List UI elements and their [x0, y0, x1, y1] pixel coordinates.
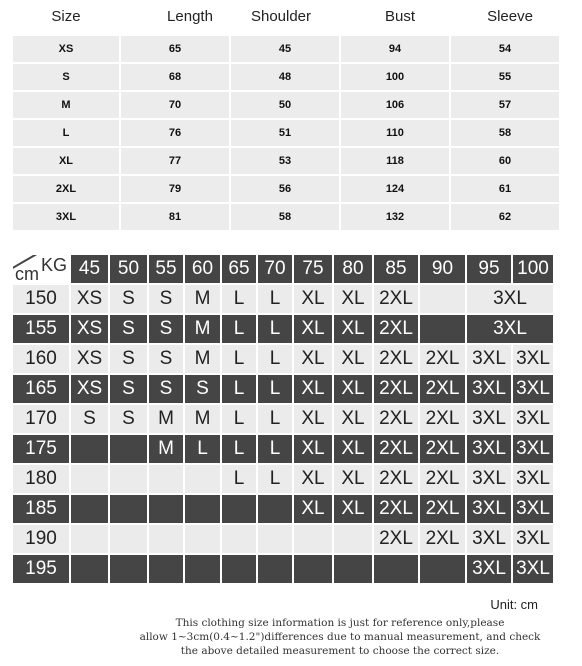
size-recommendation-cell: 3XL — [513, 525, 553, 553]
size-recommendation-cell: 2XL — [420, 525, 465, 553]
weight-header-cell: 70 — [258, 255, 292, 283]
size-recommendation-cell: 3XL — [513, 375, 553, 403]
size-recommendation-cell — [185, 465, 220, 493]
measurement-cell: 61 — [451, 176, 559, 202]
size-recommendation-cell: S — [110, 285, 147, 313]
size-recommendation-cell: 2XL — [374, 405, 418, 433]
size-recommendation-cell: L — [258, 285, 292, 313]
measurement-cell: 50 — [231, 92, 339, 118]
size-recommendation-cell: 3XL — [513, 465, 553, 493]
header-size: Size — [51, 8, 81, 25]
size-recommendation-cell: 3XL — [467, 435, 511, 463]
size-recommendation-cell — [222, 525, 256, 553]
note-line: the above detailed measurement to choose the correct size. — [180, 645, 500, 657]
measurement-cell: 81 — [121, 204, 229, 230]
size-recommendation-cell: XL — [334, 285, 372, 313]
size-recommendation-cell: 2XL — [374, 495, 418, 523]
size-recommendation-cell: XL — [294, 435, 332, 463]
size-recommendation-cell: 3XL — [467, 525, 511, 553]
height-label: 175 — [13, 435, 69, 463]
size-recommendation-cell: L — [222, 375, 256, 403]
height-label: 165 — [13, 375, 69, 403]
size-recommendation-cell — [334, 555, 372, 583]
height-row — [13, 525, 553, 553]
size-recommendation-cell — [420, 315, 465, 343]
height-row — [13, 435, 553, 463]
measurement-cell: 45 — [231, 36, 339, 62]
size-recommendation-cell: 3XL — [467, 315, 553, 343]
height-label: 160 — [13, 345, 69, 373]
size-recommendation-cell — [149, 525, 183, 553]
size-recommendation-cell: 2XL — [374, 525, 418, 553]
weight-header-cell: 95 — [467, 255, 511, 283]
size-recommendation-cell: 3XL — [513, 405, 553, 433]
size-recommendation-cell: S — [149, 315, 183, 343]
measurement-cell: 106 — [341, 92, 449, 118]
weight-header-cell: 85 — [374, 255, 418, 283]
measurement-cell: 118 — [341, 148, 449, 174]
size-recommendation-cell — [420, 285, 465, 313]
size-recommendation-cell: XS — [71, 315, 108, 343]
size-recommendation-cell: XL — [334, 405, 372, 433]
size-recommendation-cell: M — [149, 405, 183, 433]
size-recommendation-cell: L — [222, 285, 256, 313]
size-recommendation-cell — [149, 555, 183, 583]
note-line: allow 1~3cm(0.4~1.2")differences due to manual measurement, and check — [139, 631, 541, 643]
size-recommendation-cell: XL — [334, 345, 372, 373]
size-recommendation-cell — [258, 555, 292, 583]
measurement-row — [13, 176, 559, 202]
size-recommendation-cell — [185, 555, 220, 583]
size-recommendation-cell: M — [149, 435, 183, 463]
weight-header-cell: 90 — [420, 255, 465, 283]
size-recommendation-cell: 3XL — [467, 285, 553, 313]
measurement-cell: 58 — [451, 120, 559, 146]
size-recommendation-cell: S — [71, 405, 108, 433]
size-recommendation-cell: 3XL — [513, 345, 553, 373]
weight-header-cell: 45 — [71, 255, 108, 283]
measurement-cell: 76 — [121, 120, 229, 146]
measurement-table — [11, 34, 561, 232]
header-shoulder: Shoulder — [250, 8, 312, 25]
size-recommendation-grid — [11, 253, 555, 585]
size-recommendation-cell: XL — [294, 375, 332, 403]
size-recommendation-cell: XL — [294, 285, 332, 313]
size-recommendation-cell: XL — [294, 495, 332, 523]
weight-header-cell: 75 — [294, 255, 332, 283]
measurement-cell: 94 — [341, 36, 449, 62]
weight-header-row — [13, 255, 553, 283]
weight-header-cell: 50 — [110, 255, 147, 283]
height-row — [13, 345, 553, 373]
measurement-cell: 56 — [231, 176, 339, 202]
size-recommendation-cell — [185, 525, 220, 553]
size-recommendation-cell: XL — [334, 465, 372, 493]
size-cell: 3XL — [13, 204, 119, 230]
size-recommendation-cell: 2XL — [420, 465, 465, 493]
measurement-row — [13, 204, 559, 230]
size-recommendation-cell: 3XL — [467, 345, 511, 373]
size-recommendation-cell: L — [258, 465, 292, 493]
size-recommendation-cell: 3XL — [513, 555, 553, 583]
measurement-cell: 70 — [121, 92, 229, 118]
size-recommendation-cell: 3XL — [467, 465, 511, 493]
size-recommendation-cell: L — [185, 435, 220, 463]
size-recommendation-cell: 2XL — [374, 435, 418, 463]
size-recommendation-cell: XL — [294, 315, 332, 343]
height-label: 150 — [13, 285, 69, 313]
size-cell: 2XL — [13, 176, 119, 202]
height-row — [13, 285, 553, 313]
size-recommendation-cell — [294, 525, 332, 553]
size-recommendation-cell: 3XL — [513, 435, 553, 463]
size-recommendation-cell: 3XL — [467, 405, 511, 433]
corner-cell — [13, 255, 69, 283]
size-recommendation-cell: L — [222, 435, 256, 463]
size-recommendation-cell — [222, 555, 256, 583]
measurement-cell: 62 — [451, 204, 559, 230]
size-recommendation-cell — [374, 555, 418, 583]
size-recommendation-cell: L — [222, 465, 256, 493]
size-recommendation-cell: M — [185, 315, 220, 343]
size-recommendation-cell: M — [185, 285, 220, 313]
size-recommendation-cell: L — [222, 405, 256, 433]
weight-header-cell: 60 — [185, 255, 220, 283]
height-label: 170 — [13, 405, 69, 433]
header-length: Length — [167, 8, 213, 25]
weight-header-cell: 55 — [149, 255, 183, 283]
header-bust: Bust — [384, 8, 415, 25]
size-recommendation-cell: L — [258, 345, 292, 373]
size-recommendation-cell — [71, 525, 108, 553]
unit-label: Unit: cm — [490, 597, 538, 612]
height-label: 155 — [13, 315, 69, 343]
size-recommendation-cell: XL — [294, 345, 332, 373]
size-recommendation-cell: 2XL — [374, 345, 418, 373]
height-unit-label: cm — [15, 264, 39, 283]
size-recommendation-cell: 3XL — [513, 495, 553, 523]
size-recommendation-cell: 3XL — [467, 375, 511, 403]
size-recommendation-cell: M — [185, 345, 220, 373]
measurement-row — [13, 120, 559, 146]
measurement-row — [13, 92, 559, 118]
measurement-cell: 54 — [451, 36, 559, 62]
measurement-cell: 100 — [341, 64, 449, 90]
measurement-cell: 60 — [451, 148, 559, 174]
size-cell: M — [13, 92, 119, 118]
height-row — [13, 375, 553, 403]
size-recommendation-cell — [258, 495, 292, 523]
size-recommendation-cell: XS — [71, 285, 108, 313]
size-recommendation-cell — [185, 495, 220, 523]
size-recommendation-cell — [110, 435, 147, 463]
size-recommendation-cell — [334, 525, 372, 553]
size-recommendation-cell: 2XL — [420, 405, 465, 433]
size-recommendation-cell — [71, 555, 108, 583]
size-recommendation-cell: 2XL — [420, 435, 465, 463]
measurement-header — [0, 0, 582, 34]
size-recommendation-cell: S — [149, 375, 183, 403]
size-recommendation-cell: L — [258, 375, 292, 403]
size-recommendation-cell: S — [110, 405, 147, 433]
size-recommendation-cell — [149, 495, 183, 523]
measurement-cell: 79 — [121, 176, 229, 202]
measurement-cell: 58 — [231, 204, 339, 230]
size-cell: L — [13, 120, 119, 146]
size-recommendation-cell: 2XL — [420, 345, 465, 373]
size-recommendation-cell — [258, 525, 292, 553]
size-recommendation-cell: S — [110, 375, 147, 403]
height-row — [13, 315, 553, 343]
size-recommendation-cell — [149, 465, 183, 493]
size-recommendation-cell: XL — [334, 315, 372, 343]
measurement-row — [13, 36, 559, 62]
weight-unit-label: KG — [40, 255, 67, 275]
measurement-cell: 77 — [121, 148, 229, 174]
measurement-cell: 51 — [231, 120, 339, 146]
size-recommendation-cell: 3XL — [467, 495, 511, 523]
size-recommendation-cell: S — [110, 345, 147, 373]
measurement-cell: 68 — [121, 64, 229, 90]
measurement-row — [13, 64, 559, 90]
header-sleeve: Sleeve — [487, 8, 533, 25]
size-recommendation-cell: 2XL — [374, 375, 418, 403]
size-recommendation-cell: M — [185, 405, 220, 433]
measurement-cell: 65 — [121, 36, 229, 62]
size-recommendation-cell: L — [222, 315, 256, 343]
height-label: 195 — [13, 555, 69, 583]
size-recommendation-cell: XL — [294, 405, 332, 433]
size-cell: S — [13, 64, 119, 90]
size-recommendation-cell: XL — [334, 375, 372, 403]
weight-header-cell: 65 — [222, 255, 256, 283]
size-recommendation-cell: S — [149, 345, 183, 373]
size-recommendation-cell — [71, 435, 108, 463]
size-recommendation-cell: L — [258, 435, 292, 463]
measurement-cell: 57 — [451, 92, 559, 118]
size-recommendation-cell — [71, 465, 108, 493]
size-recommendation-cell: XL — [334, 495, 372, 523]
measurement-cell: 53 — [231, 148, 339, 174]
note-line: This clothing size information is just for reference only,please — [175, 617, 505, 629]
size-cell: XL — [13, 148, 119, 174]
height-row — [13, 465, 553, 493]
size-recommendation-cell — [110, 495, 147, 523]
size-recommendation-cell — [110, 525, 147, 553]
height-label: 190 — [13, 525, 69, 553]
size-recommendation-cell — [222, 495, 256, 523]
measurement-cell: 110 — [341, 120, 449, 146]
size-recommendation-cell: XL — [334, 435, 372, 463]
size-recommendation-cell — [420, 555, 465, 583]
size-recommendation-cell: 2XL — [374, 465, 418, 493]
height-label: 180 — [13, 465, 69, 493]
disclaimer-note — [120, 616, 560, 658]
weight-header-cell: 100 — [513, 255, 553, 283]
size-recommendation-cell — [110, 465, 147, 493]
size-recommendation-cell: 3XL — [467, 555, 511, 583]
size-recommendation-cell: L — [258, 315, 292, 343]
height-row — [13, 495, 553, 523]
size-recommendation-cell: S — [110, 315, 147, 343]
size-recommendation-cell — [110, 555, 147, 583]
size-recommendation-cell — [294, 555, 332, 583]
size-recommendation-cell: L — [258, 405, 292, 433]
measurement-cell: 55 — [451, 64, 559, 90]
weight-header-cell: 80 — [334, 255, 372, 283]
measurement-row — [13, 148, 559, 174]
size-cell: XS — [13, 36, 119, 62]
size-recommendation-cell: XS — [71, 375, 108, 403]
measurement-cell: 48 — [231, 64, 339, 90]
height-label: 185 — [13, 495, 69, 523]
size-recommendation-cell: XS — [71, 345, 108, 373]
measurement-cell: 124 — [341, 176, 449, 202]
height-row — [13, 555, 553, 583]
size-recommendation-cell: 2XL — [374, 285, 418, 313]
size-recommendation-cell: 2XL — [420, 375, 465, 403]
size-recommendation-cell — [71, 495, 108, 523]
size-recommendation-cell: L — [222, 345, 256, 373]
size-recommendation-cell: S — [185, 375, 220, 403]
size-recommendation-cell: 2XL — [374, 315, 418, 343]
measurement-cell: 132 — [341, 204, 449, 230]
size-recommendation-cell: 2XL — [420, 495, 465, 523]
height-row — [13, 405, 553, 433]
size-recommendation-cell: S — [149, 285, 183, 313]
size-recommendation-cell: XL — [294, 465, 332, 493]
